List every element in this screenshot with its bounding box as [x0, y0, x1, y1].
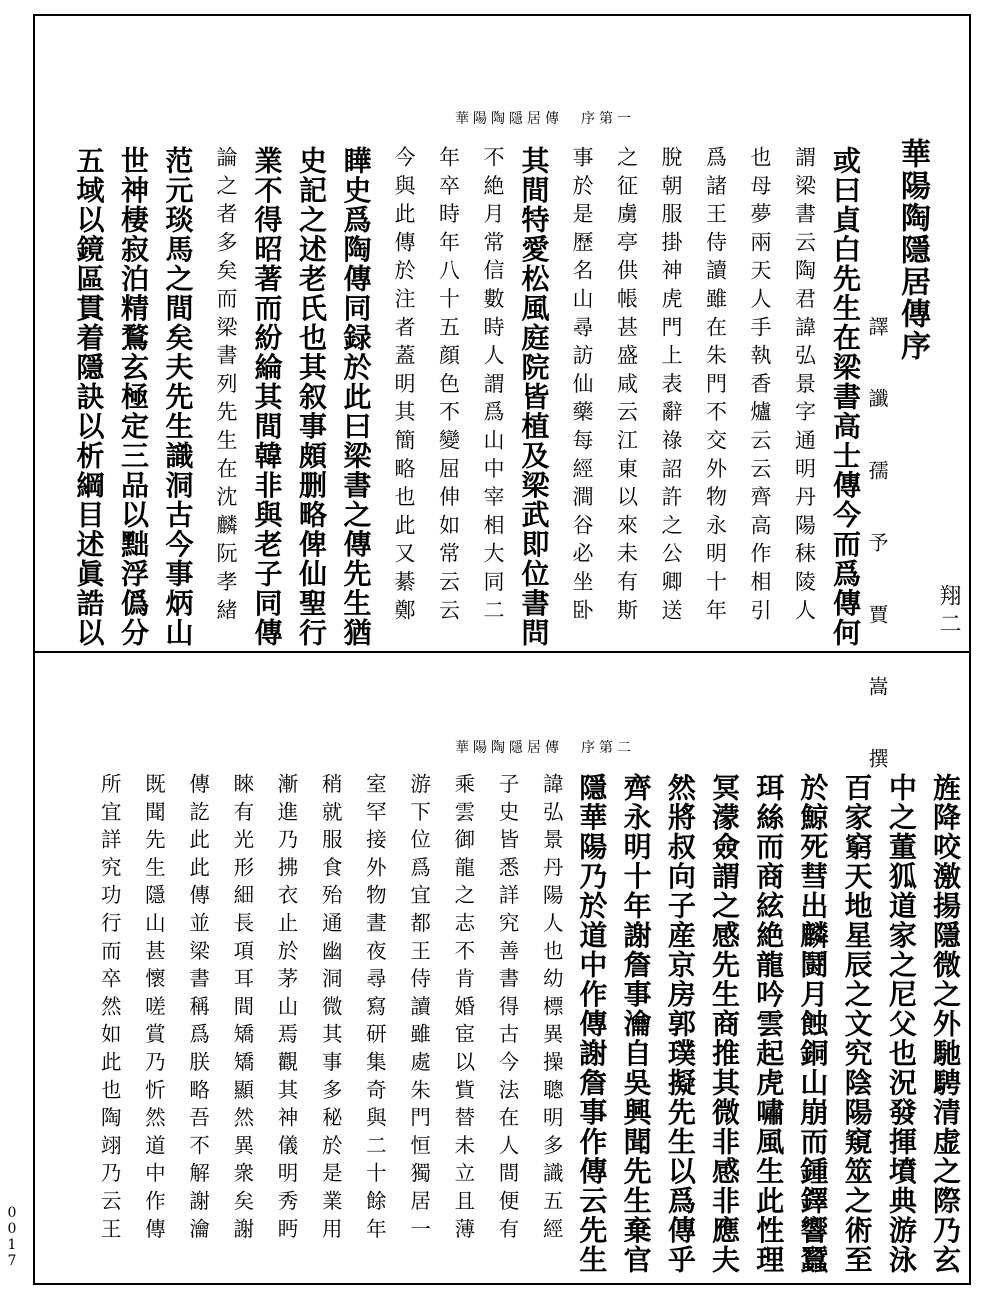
text-column: 瞱史爲陶傳同録於此曰梁書之傳先生猶: [339, 146, 373, 648]
text-column: 然將叔向子産京房郭璞擬先生以爲傳乎: [663, 773, 697, 1275]
text-column: 今與此傳於注者蓋明其簡略也此又綦鄭: [392, 146, 416, 628]
text-column: 於鯨死彗出麟鬪月蝕銅山崩而鍾鐸響蠶: [796, 773, 830, 1275]
text-column: 睞有光形細長項耳間矯矯顯然異衆矣謝: [229, 773, 254, 1246]
text-column: 漸進乃拂衣止於茅山焉觀其神儀明秀眄: [274, 773, 298, 1246]
text-column: 室罕接外物晝夜尋寫研集奇與二十餘年: [362, 773, 387, 1246]
text-column: 稍就服食殆通幽洞微其事多秘於是業用: [318, 773, 343, 1246]
text-column: 五域以鏡區貫着隱訣以析綱目述眞誥以: [72, 146, 106, 648]
text-column: 世神棲寂泊精鶩玄極定三品以黜浮僞分: [117, 146, 150, 648]
bottom-panel: [35, 653, 969, 1283]
text-column: 傳訖此此傳並梁書稱爲朕略吾不解謝瀹: [185, 773, 210, 1246]
text-column: 爲諸王侍讀雖在朱門不交外物永明十年: [703, 146, 728, 628]
folio: 翔二: [936, 584, 961, 640]
running-header: 華陽陶隱居傳 序第一: [455, 111, 635, 127]
text-column: 乘雲御龍之志不肯婚宦以貲替未立且薄: [450, 773, 475, 1246]
text-column: 論之者多矣而梁書列先生在沈麟阮孝緒: [214, 146, 238, 628]
text-column: 業不得昭著而紛綸其間韓非與老子同傳: [250, 146, 284, 648]
text-column: 史記之述老氏也其叙事頗删略俾仙聖行: [295, 146, 328, 648]
text-column: 冥濛僉謂之感先生商推其微非感非應夫: [708, 773, 741, 1275]
page-number: 0017: [4, 1205, 20, 1269]
text-column: 年卒時年八十五顔色不變屈伸如常云云: [436, 146, 461, 628]
text-column: 之征虜亭供帳甚盛咸云江東以來未有斯: [614, 146, 639, 628]
text-column: 或曰貞白先生在梁書高士傳今而爲傳何: [829, 146, 862, 648]
text-column: 子史皆悉詳究善書得古今法在人間便有: [495, 773, 519, 1246]
text-column: 珥絲而商絃絶龍吟雲起虎嘯風生此性理: [752, 773, 786, 1275]
text-column: 事於是歷名山尋訪仙藥每經澗谷必坐卧: [570, 146, 594, 628]
text-column: 也母夢兩天人手執香爐云云齊高作相引: [748, 146, 772, 628]
text-column: 謂梁書云陶君諱弘景字通明丹陽秣陵人: [792, 146, 817, 628]
text-column: 既聞先生隱山甚懷嗟賞乃忻然道中作傳: [141, 773, 166, 1246]
text-column: 諱弘景丹陽人也幼標異操聰明多識五經: [539, 773, 564, 1246]
text-column: 不絶月常信數時人謂爲山中宰相大同二: [481, 146, 505, 628]
text-column: 范元琰馬之間矣夫先生識洞古今事炳山: [161, 146, 195, 648]
text-column: 旌降咬激揚隱微之外馳騁清虚之際乃玄: [929, 773, 962, 1275]
text-column: 齊永明十年謝詹事瀹自吳興聞先生棄官: [619, 773, 653, 1275]
text-column: 中之董狐道家之尼父也況發揮墳典游泳: [884, 773, 918, 1275]
text-column: 百家窮天地星辰之文究陰陽窺筮之術至: [840, 773, 874, 1275]
title: 華陽陶隱居傳序: [895, 138, 930, 362]
text-column: 隱華陽乃於道中作傳謝詹事作傳云先生: [575, 773, 609, 1275]
text-column: 其間特愛松風庭院皆植及梁武即位書問: [517, 146, 551, 648]
text-column: 所宜詳究功行而卒然如此也陶翊乃云王: [97, 773, 122, 1246]
text-column: 脫朝服掛神虎門上表辭祿詔許之公卿送: [659, 146, 683, 628]
text-column: 游下位爲宜都王侍讀雖處朱門恒獨居一: [406, 773, 431, 1246]
byline: 譯 讖 孺 予 賈 嵩 撰: [865, 316, 889, 782]
running-header: 華陽陶隱居傳 序第二: [455, 740, 635, 756]
